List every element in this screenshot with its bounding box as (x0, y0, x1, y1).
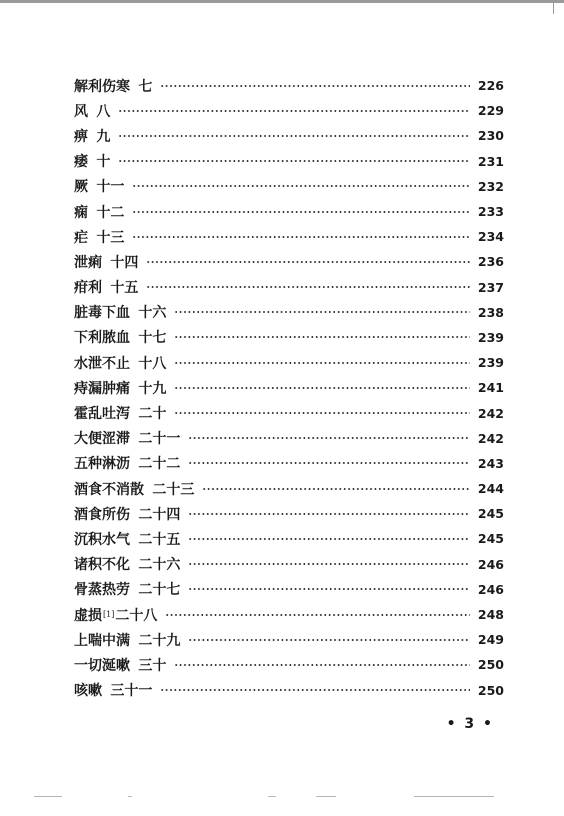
toc-entry-title: 痿 (74, 154, 88, 171)
toc-entry (74, 476, 504, 501)
toc-entry-page: 234 (477, 229, 504, 245)
toc-entry-number: 二十二 (138, 456, 181, 473)
toc-entry-number: 三十 (138, 657, 167, 674)
toc-entry-page: 245 (477, 531, 504, 547)
toc-entry-number: 二十一 (138, 431, 181, 448)
toc-entry (74, 602, 504, 627)
dot-leader (146, 255, 470, 269)
toc-entry-number: 十七 (138, 330, 167, 347)
toc-entry-title: 痹 (74, 128, 88, 145)
toc-entry (74, 577, 504, 602)
toc-entry (74, 400, 504, 425)
dot-leader (118, 154, 470, 168)
toc-entry (74, 249, 504, 274)
toc-entry-page: 250 (477, 657, 504, 673)
toc-entry-title: 酒食不消散 (74, 481, 144, 498)
dot-leader (188, 532, 470, 546)
toc-entry-title: 上喘中满 (74, 632, 130, 649)
toc-entry (74, 174, 504, 199)
toc-entry-title: 大便涩滞 (74, 431, 130, 448)
toc-entry (74, 224, 504, 249)
dot-leader (188, 507, 470, 521)
toc-entry-number: 十五 (110, 280, 139, 297)
toc-entry-page: 238 (477, 304, 504, 320)
toc-entry (74, 375, 504, 400)
toc-entry-title: 霍乱吐泻 (74, 406, 130, 423)
toc-entry-title: 五种淋沥 (74, 456, 130, 473)
toc-entry (74, 451, 504, 476)
toc-entry-title: 痫 (74, 204, 88, 221)
toc-entry-title: 虚损 (74, 607, 102, 624)
toc-entry-title: 酒食所伤 (74, 506, 130, 523)
toc-entry-title: 沉积水气 (74, 531, 130, 548)
toc-entry-number: 十六 (138, 305, 167, 322)
toc-entry (74, 426, 504, 451)
scan-artifacts (0, 796, 564, 802)
toc-entry-title: 疳利 (74, 280, 102, 297)
toc-entry (74, 350, 504, 375)
toc-entry-page: 249 (477, 632, 504, 648)
toc-entry-title: 一切涎嗽 (74, 657, 130, 674)
dot-leader (188, 633, 470, 647)
toc-entry (74, 149, 504, 174)
toc-entry-page: 236 (477, 254, 504, 270)
toc-entry (74, 526, 504, 551)
toc-entry-page: 226 (477, 78, 504, 94)
dot-leader (132, 179, 470, 193)
toc-entry-number: 二十 (138, 406, 167, 423)
dot-leader (132, 230, 470, 244)
toc-entry-number: 三十一 (110, 683, 153, 700)
top-border (0, 0, 564, 3)
toc-entry-page: 230 (477, 128, 504, 144)
toc-entry-title: 厥 (74, 179, 88, 196)
toc-entry-page: 229 (477, 103, 504, 119)
toc-entry-number: 二十三 (152, 481, 195, 498)
dot-leader (174, 356, 470, 370)
toc-entry-page: 242 (477, 430, 504, 446)
toc-entry-page: 246 (477, 556, 504, 572)
dot-leader (174, 330, 470, 344)
dot-leader (174, 658, 470, 672)
toc-entry-page: 232 (477, 178, 504, 194)
dot-leader (188, 582, 470, 596)
dot-leader (118, 104, 470, 118)
toc-entry (74, 123, 504, 148)
toc-entry (74, 73, 504, 98)
toc-entry-number: 十 (96, 154, 111, 171)
toc-entry-number: 十九 (138, 380, 167, 397)
toc-entry-page: 233 (477, 204, 504, 220)
toc-entry-title: 骨蒸热劳 (74, 582, 130, 599)
dot-leader (188, 557, 470, 571)
toc-entry-page: 243 (477, 455, 504, 471)
toc-entry-title: 风 (74, 103, 88, 120)
toc-entry-page: 237 (477, 279, 504, 295)
toc-entry-title: 诸积不化 (74, 557, 130, 574)
toc-entry-page: 248 (477, 607, 504, 623)
toc-entry-title: 下利脓血 (74, 330, 130, 347)
toc-entry-page: 239 (477, 355, 504, 371)
toc-entry (74, 501, 504, 526)
corner-mark (553, 0, 554, 14)
toc-entry-number: 十八 (138, 355, 167, 372)
toc-entry-title: 解利伤寒 (74, 78, 130, 95)
toc-entry-number: 十二 (96, 204, 125, 221)
dot-leader (160, 683, 470, 697)
dot-leader (165, 608, 470, 622)
toc-entry-title: 泄痢 (74, 254, 102, 271)
toc-entry-number: 九 (96, 128, 111, 145)
page-number: • 3 • (446, 716, 494, 732)
toc-entry (74, 325, 504, 350)
dot-leader (174, 381, 470, 395)
toc-entry-number: 十四 (110, 254, 139, 271)
toc-entry (74, 678, 504, 703)
toc-entry-page: 245 (477, 506, 504, 522)
toc-entry-number: 二十四 (138, 506, 181, 523)
toc-entry (74, 652, 504, 677)
toc-entry (74, 275, 504, 300)
toc-entry-number: 二十八 (115, 607, 158, 624)
toc-entry-page: 231 (477, 153, 504, 169)
toc-entry-number: 七 (138, 78, 153, 95)
dot-leader (174, 406, 470, 420)
dot-leader (188, 456, 470, 470)
table-of-contents (74, 73, 504, 703)
toc-entry-number: 二十七 (138, 582, 181, 599)
toc-entry-page: 241 (477, 380, 504, 396)
toc-entry-title: 疟 (74, 229, 88, 246)
toc-entry-number: 十三 (96, 229, 125, 246)
toc-entry (74, 98, 504, 123)
toc-entry-page: 250 (477, 682, 504, 698)
toc-entry-title: 咳嗽 (74, 683, 102, 700)
toc-entry-number: 二十五 (138, 531, 181, 548)
toc-entry-title: 脏毒下血 (74, 305, 130, 322)
toc-entry-number: 二十九 (138, 632, 181, 649)
dot-leader (160, 79, 470, 93)
toc-entry-number: 十一 (96, 179, 125, 196)
toc-entry-page: 239 (477, 329, 504, 345)
dot-leader (132, 205, 470, 219)
toc-entry-page: 242 (477, 405, 504, 421)
toc-entry-page: 246 (477, 581, 504, 597)
dot-leader (146, 280, 470, 294)
dot-leader (118, 129, 470, 143)
toc-entry (74, 300, 504, 325)
toc-entry-title: 痔漏肿痛 (74, 380, 130, 397)
toc-entry (74, 627, 504, 652)
toc-entry-title: 水泄不止 (74, 355, 130, 372)
dot-leader (202, 482, 470, 496)
toc-entry (74, 552, 504, 577)
toc-entry-page: 244 (477, 481, 504, 497)
footnote-marker: [1] (103, 610, 115, 620)
toc-entry-number: 二十六 (138, 557, 181, 574)
toc-entry (74, 199, 504, 224)
dot-leader (174, 305, 470, 319)
dot-leader (188, 431, 470, 445)
toc-entry-number: 八 (96, 103, 111, 120)
